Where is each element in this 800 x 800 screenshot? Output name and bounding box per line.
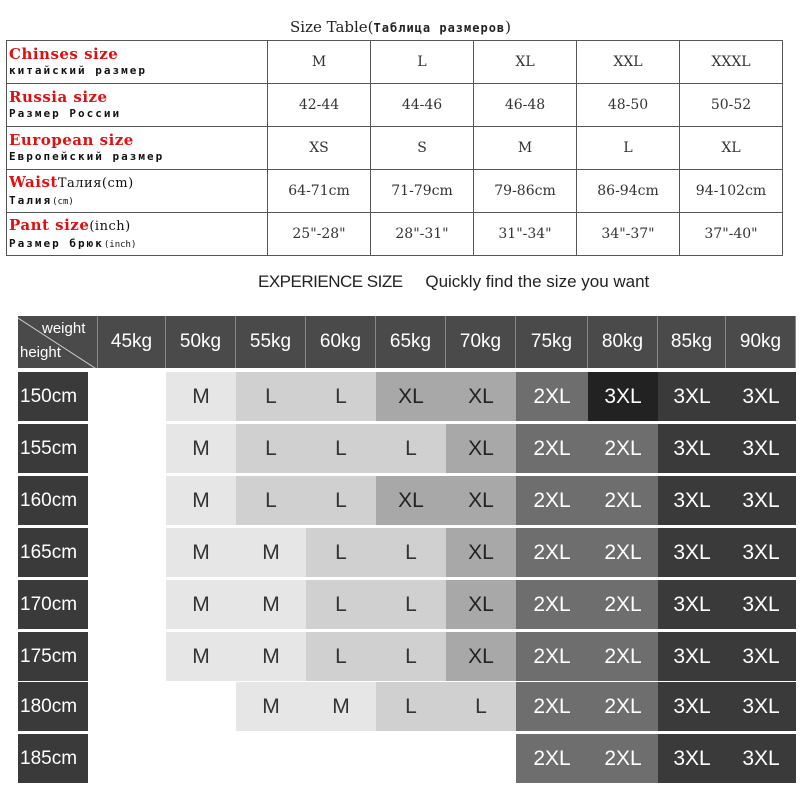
size-cell: M xyxy=(166,632,236,681)
row-label-en-suffix: (inch) xyxy=(89,218,131,234)
size-cell: 3XL xyxy=(726,372,796,421)
size-cell xyxy=(446,734,516,783)
height-row-header: 170cm xyxy=(18,580,88,632)
size-cell: XL xyxy=(446,580,516,629)
size-cell xyxy=(236,734,306,783)
row-label-ru-unit: (inch) xyxy=(103,239,137,250)
size-cell: L xyxy=(306,424,376,473)
size-cell: 3XL xyxy=(658,734,726,783)
weight-header: 90kg xyxy=(726,316,796,368)
size-cell: 3XL xyxy=(726,580,796,629)
size-cell: 3XL xyxy=(726,424,796,473)
size-table-row xyxy=(7,84,783,127)
size-cell: 3XL xyxy=(658,424,726,473)
size-table-row-label xyxy=(7,127,268,170)
size-table-cell: L xyxy=(371,41,474,84)
size-cell: L xyxy=(376,632,446,681)
row-label-ru: Талия(cm) xyxy=(9,193,74,207)
height-row-header: 165cm xyxy=(18,528,88,580)
size-cell: XL xyxy=(446,528,516,577)
weight-header: 70kg xyxy=(446,316,516,368)
size-cell: M xyxy=(166,424,236,473)
height-row-header: 175cm xyxy=(18,632,88,684)
size-cell xyxy=(98,632,166,681)
size-table-cell: XL xyxy=(680,127,783,170)
size-cell: 2XL xyxy=(516,372,588,421)
row-label-ru: Размер России xyxy=(9,107,122,120)
size-table-row xyxy=(7,213,783,256)
size-cell xyxy=(376,734,446,783)
row-label-en-suffix: Талия(cm) xyxy=(57,175,134,191)
size-table-title xyxy=(276,14,800,40)
size-cell: 2XL xyxy=(516,734,588,783)
size-table-cell: 25"-28" xyxy=(268,213,371,256)
size-cell: 3XL xyxy=(726,528,796,577)
size-cell: 2XL xyxy=(588,734,658,783)
size-table-cell: 42-44 xyxy=(268,84,371,127)
size-table-row xyxy=(7,41,783,84)
size-table-row-label xyxy=(7,170,268,213)
size-cell: 3XL xyxy=(726,682,796,731)
size-table-cell: 94-102cm xyxy=(680,170,783,213)
size-cell: L xyxy=(376,580,446,629)
size-cell xyxy=(306,734,376,783)
size-cell: L xyxy=(236,476,306,525)
size-cell xyxy=(98,734,166,783)
size-table-title-ru: Таблица размеров xyxy=(373,21,506,35)
size-table-cell: M xyxy=(268,41,371,84)
size-cell xyxy=(98,424,166,473)
size-cell: XL xyxy=(376,372,446,421)
size-cell: L xyxy=(376,682,446,731)
experience-title: EXPERIENCE SIZE xyxy=(258,272,403,291)
row-label-en: WaistТалия(cm) xyxy=(9,172,134,191)
size-table-cell: 31"-34" xyxy=(474,213,577,256)
weight-header: 50kg xyxy=(166,316,236,368)
size-table-cell: 64-71cm xyxy=(268,170,371,213)
size-cell: 3XL xyxy=(726,476,796,525)
weight-header: 85kg xyxy=(658,316,726,368)
size-cell: 3XL xyxy=(658,476,726,525)
size-cell: 3XL xyxy=(658,528,726,577)
size-cell: XL xyxy=(446,476,516,525)
size-table-cell: XL xyxy=(474,41,577,84)
size-cell: 2XL xyxy=(588,580,658,629)
size-table-cell: XXXL xyxy=(680,41,783,84)
height-row-header: 180cm xyxy=(18,682,88,734)
size-table-cell: 46-48 xyxy=(474,84,577,127)
row-label-ru: Размер брюк(inch) xyxy=(9,236,137,250)
size-table-cell: L xyxy=(577,127,680,170)
size-table-cell: 50-52 xyxy=(680,84,783,127)
size-cell: L xyxy=(306,632,376,681)
size-table-cell: 28"-31" xyxy=(371,213,474,256)
corner-weight-label: weight xyxy=(42,320,86,337)
size-table-cell: XXL xyxy=(577,41,680,84)
row-label-en: Chinses size xyxy=(9,45,119,63)
size-table-title-en: Size Table( xyxy=(290,18,374,36)
size-cell: 3XL xyxy=(726,734,796,783)
size-table-row-label xyxy=(7,213,268,256)
size-table-row-label xyxy=(7,41,268,84)
size-cell: M xyxy=(236,632,306,681)
size-cell xyxy=(98,682,166,731)
row-label-en: European size xyxy=(9,131,134,149)
row-label-en: Pant size(inch) xyxy=(9,215,131,234)
size-cell: M xyxy=(236,528,306,577)
size-cell: L xyxy=(306,528,376,577)
size-table-cell: 79-86cm xyxy=(474,170,577,213)
weight-height-grid xyxy=(18,316,784,800)
size-cell: 2XL xyxy=(588,476,658,525)
size-cell xyxy=(98,528,166,577)
grid-corner xyxy=(18,316,98,368)
height-row-header: 185cm xyxy=(18,734,88,786)
size-table-cell: S xyxy=(371,127,474,170)
size-cell: M xyxy=(236,682,306,731)
weight-header: 45kg xyxy=(98,316,166,368)
size-cell: XL xyxy=(446,424,516,473)
size-cell: 3XL xyxy=(658,682,726,731)
size-cell xyxy=(98,580,166,629)
size-table-cell: 86-94cm xyxy=(577,170,680,213)
size-table-cell: 71-79cm xyxy=(371,170,474,213)
weight-header: 55kg xyxy=(236,316,306,368)
row-label-ru-unit: (cm) xyxy=(52,196,74,207)
size-cell: 2XL xyxy=(516,632,588,681)
size-cell: M xyxy=(166,528,236,577)
size-cell: M xyxy=(166,580,236,629)
size-table-row xyxy=(7,127,783,170)
size-table-cell: XS xyxy=(268,127,371,170)
size-cell: 2XL xyxy=(588,682,658,731)
weight-header: 65kg xyxy=(376,316,446,368)
experience-subtitle: Quickly find the size you want xyxy=(425,272,650,291)
size-cell: 2XL xyxy=(588,632,658,681)
size-cell: L xyxy=(306,372,376,421)
size-cell: M xyxy=(166,372,236,421)
weight-header: 75kg xyxy=(516,316,588,368)
height-row-header: 150cm xyxy=(18,372,88,424)
row-label-ru: китайский размер xyxy=(9,64,147,77)
size-cell: XL xyxy=(446,632,516,681)
size-cell: 2XL xyxy=(516,476,588,525)
height-row-header: 155cm xyxy=(18,424,88,476)
size-cell: 3XL xyxy=(658,632,726,681)
size-cell: L xyxy=(446,682,516,731)
size-cell: L xyxy=(236,372,306,421)
size-table-title-close: ) xyxy=(505,18,511,36)
size-cell xyxy=(166,734,236,783)
size-cell: L xyxy=(306,476,376,525)
size-cell: L xyxy=(236,424,306,473)
size-cell xyxy=(98,476,166,525)
size-cell: L xyxy=(376,528,446,577)
size-table-cell: 48-50 xyxy=(577,84,680,127)
size-cell: 3XL xyxy=(588,372,658,421)
size-cell: 3XL xyxy=(658,372,726,421)
size-table-cell: 34"-37" xyxy=(577,213,680,256)
size-cell: 2XL xyxy=(516,528,588,577)
size-cell: M xyxy=(236,580,306,629)
size-cell: 2XL xyxy=(516,580,588,629)
size-cell: M xyxy=(166,476,236,525)
row-label-en: Russia size xyxy=(9,88,108,106)
row-label-ru: Европейский размер xyxy=(9,150,165,163)
size-cell: XL xyxy=(446,372,516,421)
size-table-cell: M xyxy=(474,127,577,170)
size-cell: 3XL xyxy=(726,632,796,681)
corner-height-label: height xyxy=(20,344,61,361)
size-cell: 2XL xyxy=(588,528,658,577)
size-cell: 2XL xyxy=(588,424,658,473)
size-cell: L xyxy=(306,580,376,629)
height-row-header: 160cm xyxy=(18,476,88,528)
experience-heading xyxy=(258,272,649,292)
size-table-row xyxy=(7,170,783,213)
size-cell: M xyxy=(306,682,376,731)
size-table-grid xyxy=(6,40,783,256)
size-cell: L xyxy=(376,424,446,473)
size-cell xyxy=(98,372,166,421)
size-cell: XL xyxy=(376,476,446,525)
weight-header: 80kg xyxy=(588,316,658,368)
size-cell: 2XL xyxy=(516,682,588,731)
size-table-cell: 44-46 xyxy=(371,84,474,127)
size-table-cell: 37"-40" xyxy=(680,213,783,256)
size-table-row-label xyxy=(7,84,268,127)
size-cell xyxy=(166,682,236,731)
size-cell: 3XL xyxy=(658,580,726,629)
weight-header: 60kg xyxy=(306,316,376,368)
size-cell: 2XL xyxy=(516,424,588,473)
